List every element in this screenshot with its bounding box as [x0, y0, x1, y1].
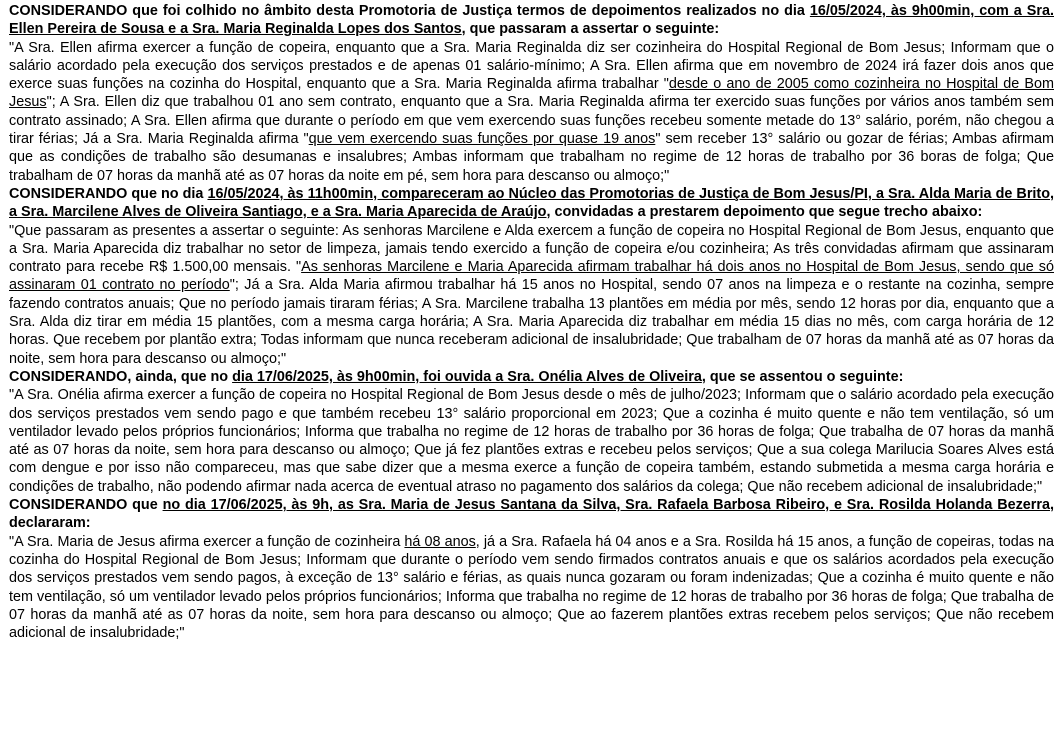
text-segment: "A Sra. Maria de Jesus afirma exercer a função de cozinheira [9, 533, 405, 550]
text-segment: " sem receber 13° salário ou gozar de férias; Ambas afirmam que as condições de trabalho são desumanas e insalubres; Ambas informam que trabalham no regime de 12 horas de trabalho por 36 boras de folga; Que trabalham de 07 horas da manhã até as 07 horas da noite em pé, sem hora para descanso ou almoço;" [9, 131, 1054, 184]
underlined-segment: há 08 anos [404, 533, 476, 550]
underlined-segment: 16/05/2024, às 9h00min, com a Sra. Ellen Pereira de Sousa e a Sra. Maria Reginalda Lopes dos Santos [9, 3, 1054, 38]
text-segment: CONSIDERANDO que foi colhido no âmbito desta Promotoria de Justiça termos de depoimentos realizados no dia [9, 3, 810, 19]
text-segment: , que se assentou o seguinte: [701, 368, 904, 385]
considerando-paragraph-1 [9, 2, 1054, 39]
text-segment: "; Já a Sra. Alda Maria afirmou trabalhar há 15 anos no Hospital, sendo 07 anos na limpeza e o restante na cozinha, sempre fazendo contratos anuais; Que no período jamais tiraram férias; A Sra. Marcilene trabalha 13 plantões em média por mês, sendo 12 horas por dia, enquanto que a Sra. Alda diz tirar em média 15 plantões, com a mesma carga horária; A Sra. Maria Aparecida diz trabalhar em média 15 dias no mês, com carga horária de 12 horas. Que recebem por plantão extra; Todas informam que nunca receberam adicional de insalubridade; Que trabalham de 07 horas da manhã até as 07 horas da noite, sem hora para descanso ou almoço;" [9, 277, 1054, 367]
underlined-segment: 16/05/2024, às 11h00min, compareceram ao Núcleo das Promotorias de Justiça de Bom Jesus/PI, a Sra. Alda Maria de Brito, a Sra. Marcilene Alves de Oliveira Santiago, e a Sra. Maria Aparecida de Araújo [9, 185, 1054, 221]
text-segment: CONSIDERANDO que [9, 497, 163, 514]
underlined-segment: desde o ano de 2005 como cozinheira no Hospital de Bom Jesus [9, 76, 1054, 111]
text-segment: , que passaram a assertar o seguinte: [461, 21, 720, 38]
text-segment: "A Sra. Ellen afirma exercer a função de copeira, enquanto que a Sra. Maria Reginalda diz ser cozinheira do Hospital Regional de Bom Jesus; Informam que o salário acordado pela execução dos serviços prestados e de apenas 01 salário-mínimo; A Sra. Ellen afirma que em novembro de 2024 irá fazer dois anos que exerce suas funções na cozinha do Hospital, enquanto que a Sra. Maria Reginalda afirma trabalhar " [9, 39, 1054, 93]
considerando-paragraph-2 [9, 185, 1054, 222]
testimony-quote-3 [9, 386, 1054, 496]
text-segment: , já a Sra. Rafaela há 04 anos e a Sra. Rosilda há 15 anos, a função de copeiras, todas na cozinha do Hospital Regional de Bom Jesus; Informam que durante o período vem sendo firmados contratos anuais e que os salários acordados pela execução dos serviços prestados vem sendo pagos, à exceção de 13° salário e férias, as quais nunca gozaram ou foram indenizadas; Que a cozinha é muito quente e não tem ventilação, só um ventilador levado pelos próprios funcionários; Informa que trabalha no regime de 12 horas de trabalho por 36 horas de folga; Que trabalha de 07 horas da manhã até as 07 horas da noite, sem hora para descanso ou almoço; Que ao fazerem plantões extras recebem pelos serviços; Que não recebem adicional de insalubridade;" [9, 533, 1054, 642]
document-page [9, 0, 1054, 642]
text-segment: , declararam: [9, 497, 1054, 532]
underlined-segment: As senhoras Marcilene e Maria Aparecida afirmam trabalhar há dois anos no Hospital de Bom Jesus, sendo que só assinaram 01 contrato no período [9, 259, 1054, 294]
testimony-quote-1 [9, 39, 1054, 185]
considerando-paragraph-3 [9, 368, 1054, 386]
text-segment [163, 497, 1050, 513]
underlined-segment: no dia 17/06/2025, às 9h, as Sra. Maria de Jesus Santana da Silva, Sra. Rafaela Barbosa Ribeiro, e Sra. Rosilda Holanda Bezerra [162, 497, 1050, 514]
text-segment [232, 369, 702, 385]
underlined-segment: que vem exercendo suas funções por quase 19 anos [308, 131, 656, 148]
considerando-paragraph-4 [9, 496, 1054, 533]
text-segment: , convidadas a prestarem depoimento que segue trecho abaixo: [546, 204, 983, 221]
text-segment: CONSIDERANDO, ainda, que no [9, 368, 233, 385]
text-segment: CONSIDERANDO que no dia [9, 185, 208, 202]
underlined-segment: dia 17/06/2025, às 9h00min, foi ouvida a Sra. Onélia Alves de Oliveira [232, 368, 702, 385]
text-segment: "A Sra. Onélia afirma exercer a função de copeira no Hospital Regional de Bom Jesus desde o mês de julho/2023; Informam que o salário acordado pela execução dos serviços prestados vem sendo pago e que também recebeu 13° salário proporcional em 2023; Que a cozinha é muito quente e não tem ventilação, só um ventilador levado pelos próprios funcionários; Informa que trabalha no regime de 12 horas de trabalho por 36 horas de folga; Que trabalha de 07 horas da manhã até as 07 horas da noite, sem hora para descanso ou almoço; Que já fez plantões extras e recebeu pelos serviços; Que a sua colega Marilucia Soares Alves está com dengue e por isso não compareceu, mas que sabe dizer que a mesma exerce a função de copeira também, estando submetida a mesma carga horária e condições de trabalho, não podendo afirmar nada acerca de eventual atraso no pagamento dos salários da colega; Que não recebem adicional de insalubridade;" [9, 387, 1054, 495]
text-segment: "Que passaram as presentes a assertar o seguinte: As senhoras Marcilene e Alda exercem a função de copeira no Hospital Regional de Bom Jesus, enquanto que a Sra. Maria Aparecida diz trabalhar no setor de limpeza, jamais tendo exercido a função de copeira e/ou cozinheira; As três convidadas afirmam que assinaram contrato para recebe R$ 1.500,00 mensais. " [9, 222, 1054, 276]
testimony-quote-2 [9, 222, 1054, 368]
testimony-quote-4 [9, 533, 1054, 643]
text-segment: "; A Sra. Ellen diz que trabalhou 01 ano sem contrato, enquanto que a Sra. Maria Reginalda afirma ter exercido suas funções por vários anos também sem contrato assinado; A Sra. Ellen afirma que durante o período em que vem exercendo suas funções recebeu somente metade do 13° salário, porém, não chegou a tirar férias; Já a Sra. Maria Reginalda afirma " [9, 94, 1054, 148]
